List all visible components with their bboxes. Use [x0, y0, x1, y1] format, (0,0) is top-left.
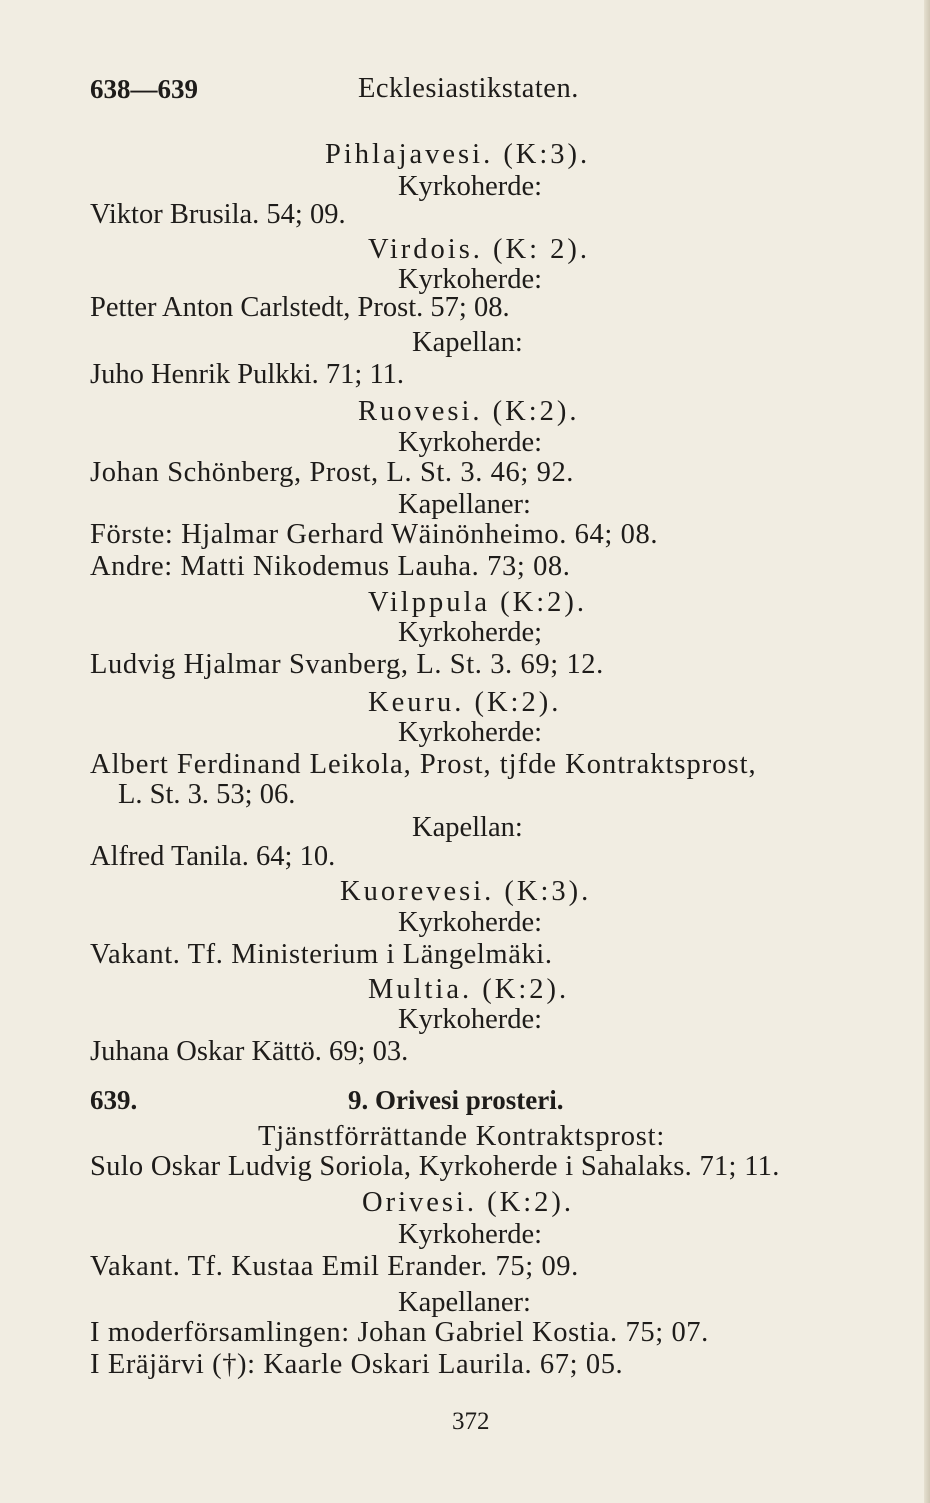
entry-line: Albert Ferdinand Leikola, Prost, tjfde Kontraktsprost,	[90, 749, 757, 780]
entry-line: Petter Anton Carlstedt, Prost. 57; 08.	[90, 292, 510, 323]
entry-line: Juhana Oskar Kättö. 69; 03.	[90, 1036, 409, 1067]
parish-heading: Virdois. (K: 2).	[368, 234, 591, 265]
role-heading: Tjänstförrättande Kontraktsprost:	[258, 1121, 666, 1152]
entry-line: Ludvig Hjalmar Svanberg, L. St. 3. 69; 12.	[90, 649, 604, 680]
parish-heading: Keuru. (K:2).	[368, 687, 562, 718]
role-heading: Kapellaner:	[398, 489, 531, 520]
entry-line: Juho Henrik Pulkki. 71; 11.	[90, 359, 405, 390]
parish-heading: Ruovesi. (K:2).	[358, 396, 580, 427]
entry-line: Alfred Tanila. 64; 10.	[90, 841, 336, 872]
page-edge	[924, 0, 930, 1503]
entry-line: Viktor Brusila. 54; 09.	[90, 199, 346, 230]
parish-heading: Pihlajavesi. (K:3).	[325, 139, 591, 170]
role-heading: Kyrkoherde:	[398, 1219, 543, 1250]
role-heading: Kyrkoherde:	[398, 717, 543, 748]
entry-line: Andre: Matti Nikodemus Lauha. 73; 08.	[90, 551, 571, 582]
section-heading: 9. Orivesi prosteri.	[348, 1085, 564, 1115]
role-heading: Kyrkoherde:	[398, 427, 543, 458]
entry-line: Johan Schönberg, Prost, L. St. 3. 46; 92.	[90, 457, 575, 488]
role-heading: Kyrkoherde:	[398, 171, 543, 202]
parish-heading: Vilppula (K:2).	[368, 587, 588, 618]
entry-line: Vakant. Tf. Kustaa Emil Erander. 75; 09.	[90, 1251, 579, 1282]
entry-line-continued: L. St. 3. 53; 06.	[118, 779, 296, 810]
role-heading: Kapellaner:	[398, 1287, 531, 1318]
header-page-range: 638—639	[90, 74, 198, 104]
role-heading: Kyrkoherde:	[398, 907, 543, 938]
parish-heading: Kuorevesi. (K:3).	[340, 876, 592, 907]
parish-heading: Multia. (K:2).	[368, 974, 570, 1005]
role-heading: Kyrkoherde:	[398, 1004, 543, 1035]
page-number: 372	[452, 1408, 490, 1435]
role-heading: Kyrkoherde:	[398, 264, 543, 295]
entry-line: I moderförsamlingen: Johan Gabriel Kostia. 75; 07.	[90, 1317, 709, 1348]
role-heading: Kapellan:	[412, 327, 523, 358]
role-heading: Kyrkoherde;	[398, 617, 543, 648]
entry-line: I Eräjärvi (†): Kaarle Oskari Laurila. 67; 05.	[90, 1349, 624, 1380]
role-heading: Kapellan:	[412, 812, 523, 843]
section-number: 639.	[90, 1085, 138, 1115]
entry-line: Förste: Hjalmar Gerhard Wäinönheimo. 64; 08.	[90, 519, 659, 550]
parish-heading: Orivesi. (K:2).	[362, 1187, 575, 1218]
entry-line: Sulo Oskar Ludvig Soriola, Kyrkoherde i Sahalaks. 71; 11.	[90, 1151, 780, 1182]
header-title: Ecklesiastikstaten.	[358, 73, 579, 104]
entry-line: Vakant. Tf. Ministerium i Längelmäki.	[90, 939, 553, 970]
